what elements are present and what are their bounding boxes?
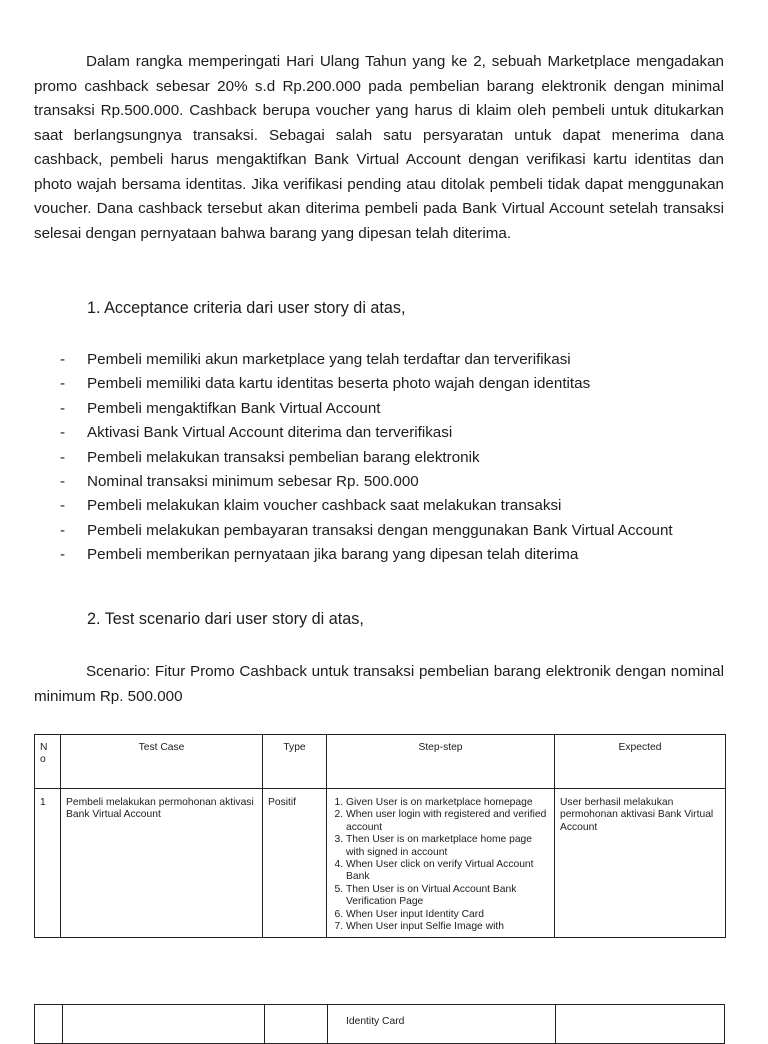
cell-test-case: Pembeli melakukan permohonan aktivasi Bank Virtual Account <box>61 789 263 938</box>
scenario-paragraph: Scenario: Fitur Promo Cashback untuk transaksi pembelian barang elektronik dengan nominal minimum Rp. 500.000 <box>34 663 724 705</box>
steps-list <box>332 797 549 933</box>
list-item-text: Pembeli mengaktifkan Bank Virtual Account <box>87 399 381 417</box>
cell-no: 1 <box>35 789 61 938</box>
cell-type: Positif <box>263 789 327 938</box>
step-item: 5. Then User is on Virtual Account Bank Verification Page <box>346 884 549 909</box>
column-divider <box>555 1005 556 1043</box>
step-item: 2. When user login with registered and verified account <box>346 809 549 834</box>
bullet-dash: - <box>60 448 66 466</box>
step-item: 1. Given User is on marketplace homepage <box>346 797 549 809</box>
header-type: Type <box>263 735 327 789</box>
list-item-text: Aktivasi Bank Virtual Account diterima dan terverifikasi <box>87 424 453 442</box>
step-item: 3. Then User is on marketplace home page with signed in account <box>346 834 549 859</box>
list-item-text: Pembeli melakukan pembayaran transaksi dengan menggunakan Bank Virtual Account <box>87 521 673 539</box>
bullet-dash: - <box>60 546 66 564</box>
list-item <box>34 372 724 396</box>
list-item <box>34 543 724 567</box>
column-divider <box>264 1005 265 1043</box>
column-divider <box>327 1005 328 1043</box>
list-item <box>34 519 724 543</box>
list-item <box>34 470 724 494</box>
header-test-case: Test Case <box>61 735 263 789</box>
continuation-step-text: Identity Card <box>346 1016 405 1027</box>
column-divider <box>62 1005 63 1043</box>
table-row <box>35 789 726 938</box>
list-item <box>34 494 724 518</box>
bullet-dash: - <box>60 473 66 491</box>
bullet-dash: - <box>60 424 66 442</box>
step-item: 4. When User click on verify Virtual Account Bank <box>346 859 549 884</box>
bullet-dash: - <box>60 351 66 368</box>
table-continuation <box>34 1004 725 1044</box>
list-item-text: Pembeli melakukan transaksi pembelian barang elektronik <box>87 448 480 466</box>
bullet-dash: - <box>60 375 66 393</box>
list-item <box>34 446 724 470</box>
list-item-text: Pembeli memiliki data kartu identitas beserta photo wajah dengan identitas <box>87 375 591 393</box>
header-expected: Expected <box>555 735 726 789</box>
cell-expected: User berhasil melakukan permohonan aktivasi Bank Virtual Account <box>555 789 726 938</box>
acceptance-criteria-heading: 1. Acceptance criteria dari user story di atas, <box>87 299 406 317</box>
list-item-text: Pembeli melakukan klaim voucher cashback saat melakukan transaksi <box>87 497 562 515</box>
table-header-row <box>35 735 726 789</box>
bullet-dash: - <box>60 399 66 417</box>
bullet-dash: - <box>60 521 66 539</box>
intro-paragraph: Dalam rangka memperingati Hari Ulang Tahun yang ke 2, sebuah Marketplace mengadakan promo cashback sebesar 20% s.d Rp.200.000 pada pembelian barang elektronik dengan minimal transaksi Rp.500.000. Cashback berupa voucher yang harus di klaim oleh pembeli untuk ditukarkan saat berlangsungnya transaksi. Sebagai salah satu persyaratan untuk dapat menerima dana cashback, pembeli harus mengaktifkan Bank Virtual Account dengan verifikasi kartu identitas dan photo wajah bersama identitas. Jika verifikasi pending atau ditolak pembeli tidak dapat menggunakan voucher. Dana cashback tersebut akan diterima pembeli pada Bank Virtual Account setelah transaksi selesai dengan pernyataan bahwa barang yang dipesan telah diterima. <box>34 53 724 242</box>
list-item-text: Nominal transaksi minimum sebesar Rp. 500.000 <box>87 473 419 491</box>
test-case-table <box>34 734 726 938</box>
test-scenario-heading: 2. Test scenario dari user story di atas, <box>87 610 364 628</box>
step-item: 6. When User input Identity Card <box>346 909 549 921</box>
header-no: N o <box>35 735 61 789</box>
list-item-text: Pembeli memberikan pernyataan jika barang yang dipesan telah diterima <box>87 546 579 564</box>
header-steps: Step-step <box>327 735 555 789</box>
step-item: 7. When User input Selfie Image with <box>346 921 549 933</box>
list-item <box>34 348 724 372</box>
cell-steps <box>327 789 555 938</box>
acceptance-criteria-list <box>34 348 724 568</box>
list-item <box>34 397 724 421</box>
list-item <box>34 421 724 445</box>
list-item-text: Pembeli memiliki akun marketplace yang telah terdaftar dan terverifikasi <box>87 351 571 368</box>
bullet-dash: - <box>60 497 66 515</box>
